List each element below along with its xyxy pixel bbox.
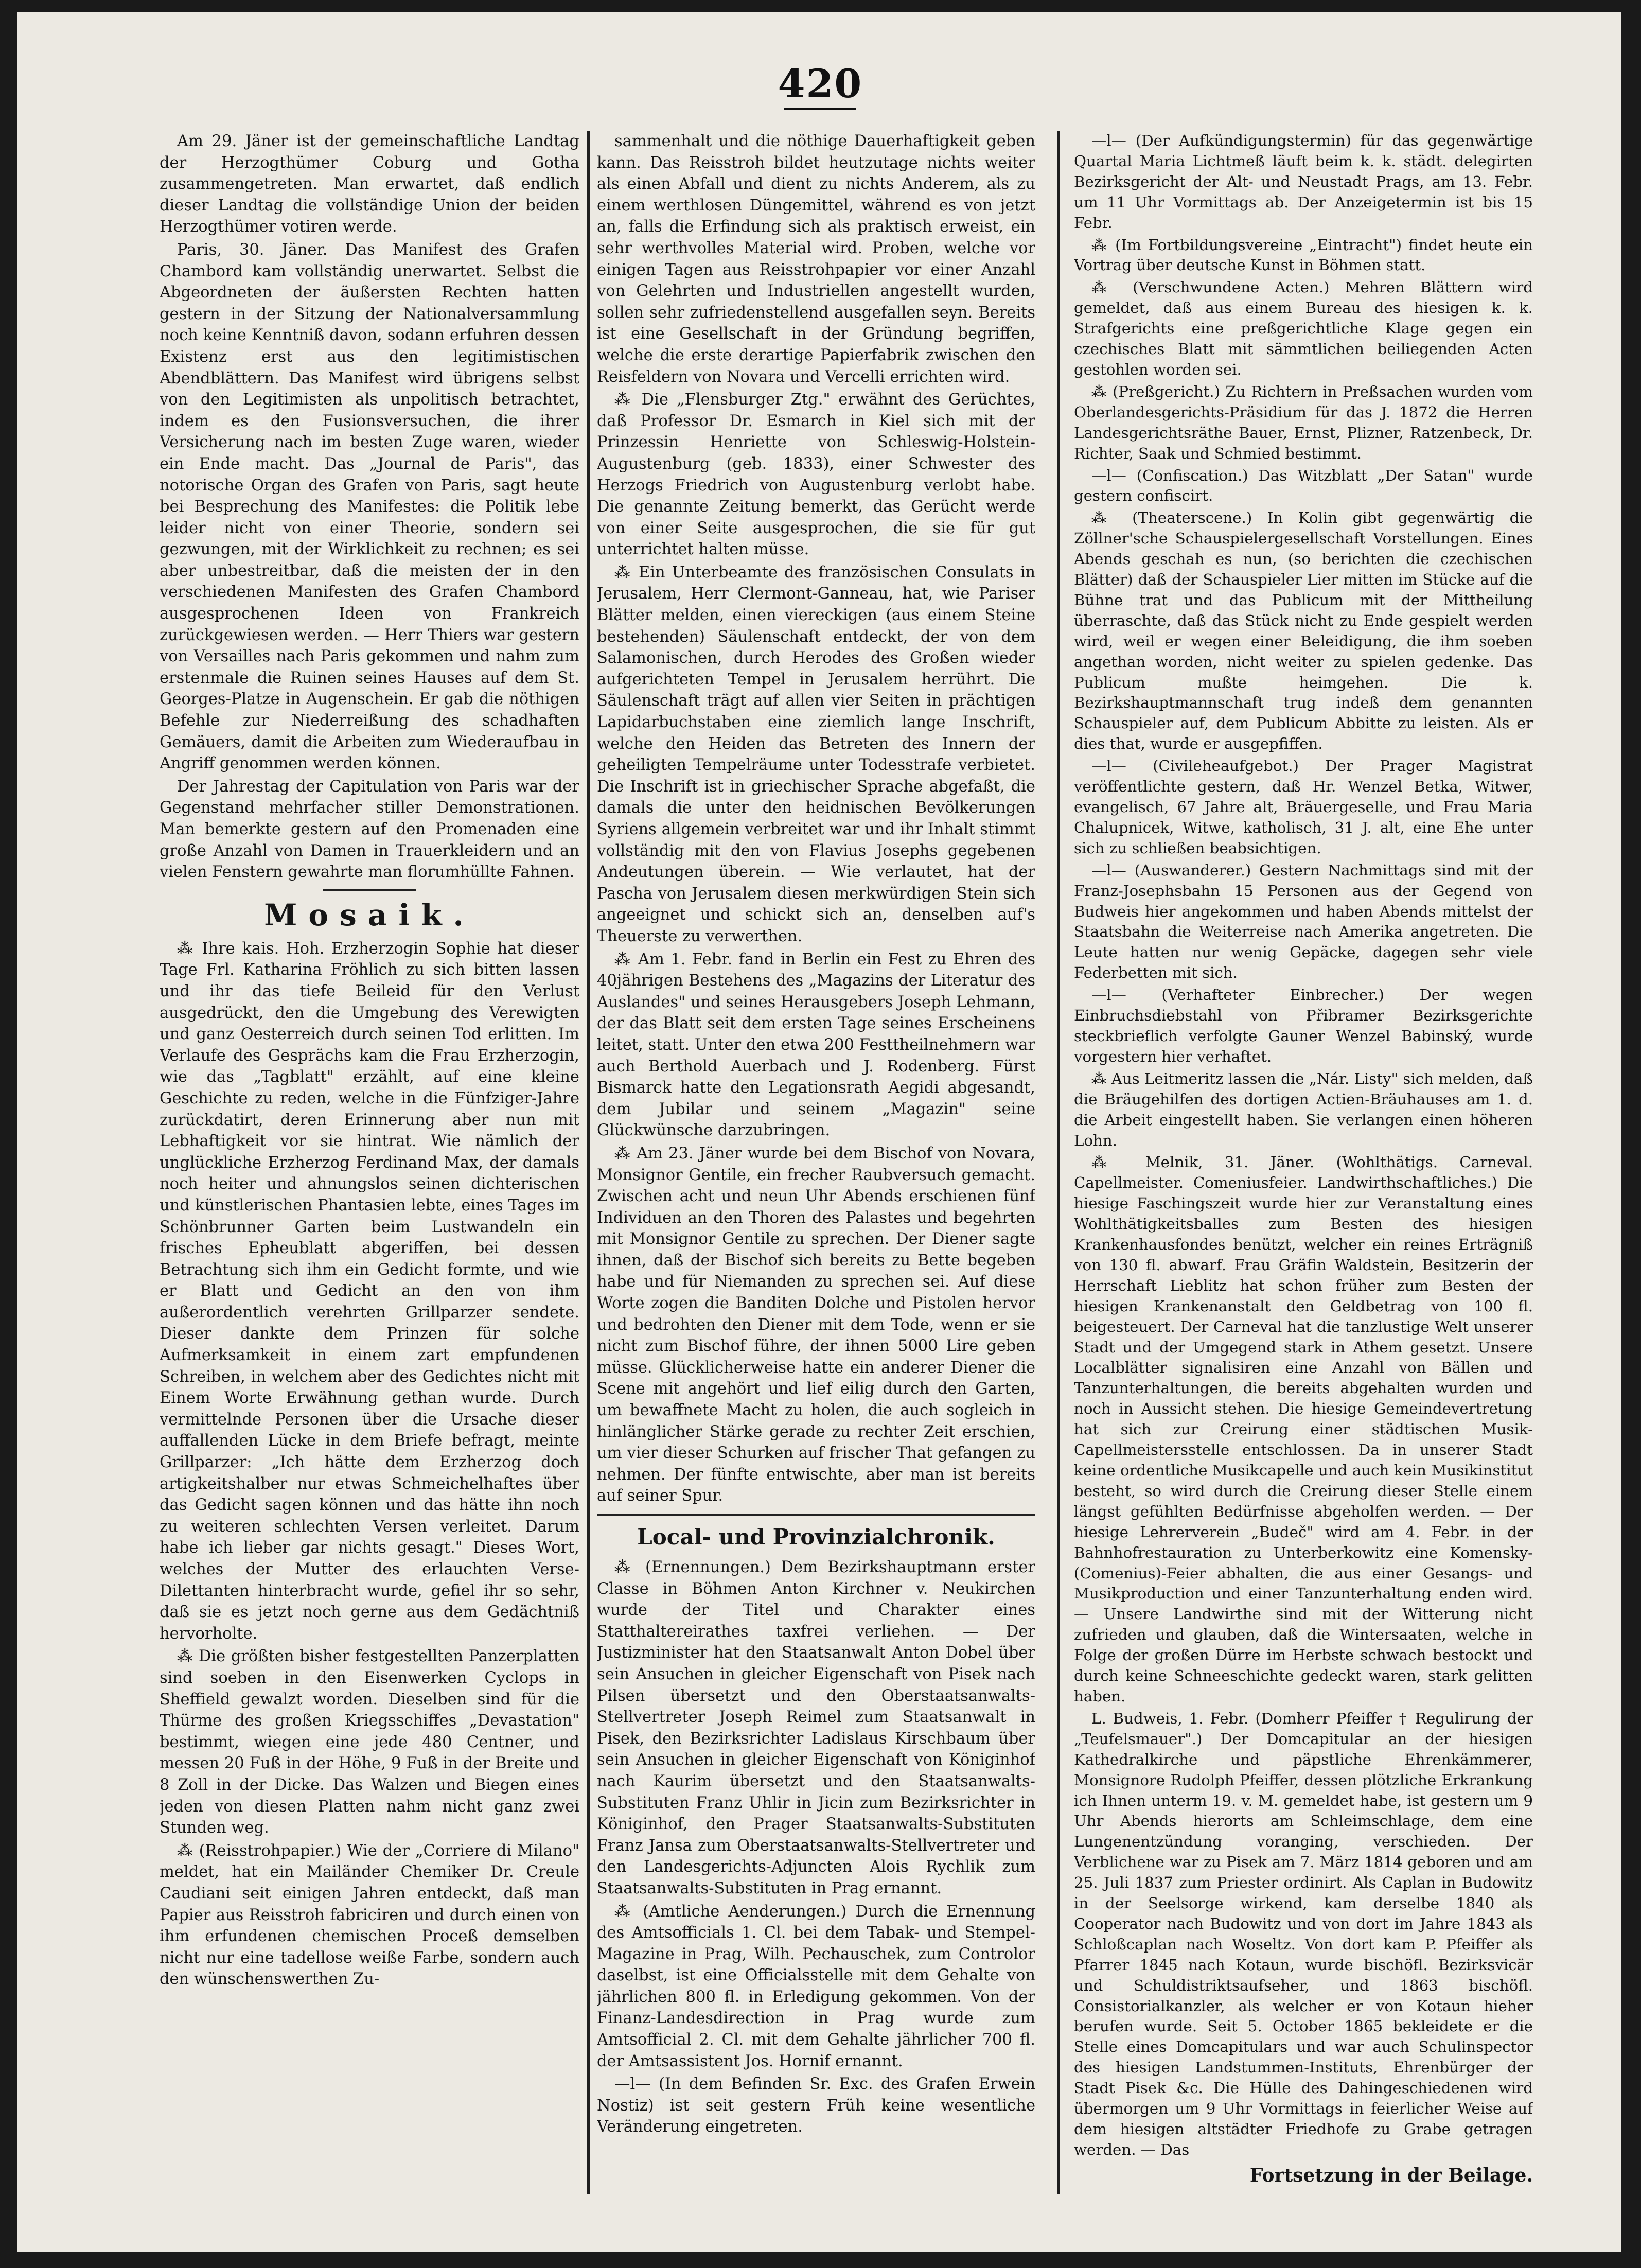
continuation-note: Fortsetzung in der Beilage. (1249, 2164, 1533, 2186)
article-paragraph: —l— (Auswanderer.) Gestern Nachmittags sind mit der Franz-Josephsbahn 15 Personen aus der Gegend von Budweis hier angekommen und haben Abends mittelst der Staatsbahn die Weiterreise nach Amerika angetreten. Die Leute hatten nur wenig Gepäcke, dagegen sehr viele Federbetten mit sich. (1074, 861, 1533, 982)
article-paragraph: ⁂ (Im Fortbildungsvereine „Eintracht") findet heute ein Vortrag über deutsche Kunst in Böhmen statt. (1074, 236, 1533, 274)
column-left (160, 131, 579, 2194)
article-paragraph: ⁂ (Amtliche Aenderungen.) Durch die Ernennung des Amtsofficials 1. Cl. bei dem Tabak- und Stempel-Magazine in Prag, Wilh. Pechauschek, zum Controlor daselbst, ist eine Officialsstelle mit dem Gehalte von jährlichen 800 fl. in Erledigung gekommen. Von der Finanz-Landesdirection in Prag wurde zum Amtsofficial 2. Cl. mit dem Gehalte jährlicher 700 fl. der Amtsassistent Jos. Hornif ernannt. (597, 1902, 1035, 2070)
column-rule (1057, 131, 1060, 2194)
article-paragraph: —l— (Civileheaufgebot.) Der Prager Magistrat veröffentlichte gestern, daß Hr. Wenzel Betka, Witwer, evangelisch, 67 Jahre alt, Bräuergeselle, und Frau Maria Chalupnicek, Witwe, katholisch, 31 J. alt, eine Ehe unter sich zu schließen beabsichtigen. (1074, 757, 1533, 857)
article-paragraph: ⁂ (Ernennungen.) Dem Bezirkshauptmann erster Classe in Böhmen Anton Kirchner v. Neukirchen wurde der Titel und Charakter eines Statthaltereirathes taxfrei verliehen. — Der Justizminister hat den Staatsanwalt Anton Dobel über sein Ansuchen in gleicher Eigenschaft von Pisek nach Pilsen übersetzt und den Oberstaatsanwalts-Stellvertreter Joseph Reimel zum Staatsanwalt in Pisek, den Bezirksrichter Ladislaus Kirschbaum über sein Ansuchen in gleicher Eigenschaft von Königinhof nach Kaurim übersetzt und den Staatsanwalts-Substituten Franz Uhlir in Jicin zum Bezirksrichter in Königinhof, den Prager Staatsanwalts-Substituten Franz Jansa zum Oberstaatsanwalts-Stellvertreter und den Landesgerichts-Adjuncten Alois Rychlik zum Staatsanwalts-Substituten in Prag ernannt. (597, 1558, 1035, 1897)
column-right (1074, 131, 1533, 2194)
article-paragraph: L. Budweis, 1. Febr. (Domherr Pfeiffer † Regulirung der „Teufelsmauer".) Der Domcapitular an der hiesigen Kathedralkirche und päpstliche Ehrenkämmerer, Monsignore Rudolph Pfeiffer, dessen plötzliche Erkrankung ich Ihnen unterm 19. v. M. gemeldet habe, ist gestern um 9 Uhr Abends hierorts am Schleimschlage, dem eine Lungenentzündung voranging, verschieden. Der Verblichene war zu Pisek am 7. März 1814 geboren und am 25. Juli 1837 zum Priester ordinirt. Als Caplan in Budowitz in der Seelsorge wirkend, kam derselbe 1840 als Cooperator nach Budowitz und von dort im Jahre 1843 als Schloßcaplan nach Woseltz. Von dort kam P. Pfeiffer als Pfarrer 1845 nach Kotaun, wurde bischöfl. Bezirksvicär und Schuldistriktsaufseher, und 1863 bischöfl. Consistorialkanzler, als welcher er von Kotaun hieher berufen wurde. Seit 5. October 1865 bekleidete er die Stelle eines Domcapitulars und war auch Schulinspector des hiesigen Landstummen-Instituts, Ehrenbürger der Stadt Pisek &c. Die Hülle des Dahingeschiedenen wird übermorgen um 9 Uhr Vormittags in feierlicher Weise auf dem hiesigen altstädter Friedhofe zu Grabe getragen werden. — Das (1074, 1709, 1533, 2158)
article-paragraph: —l— (In dem Befinden Sr. Exc. des Grafen Erwein Nostiz) ist seit gestern Früh keine wesentliche Veränderung eingetreten. (597, 2075, 1035, 2136)
article-paragraph: Am 29. Jäner ist der gemeinschaftliche Landtag der Herzogthümer Coburg und Gotha zusammengetreten. Man erwartet, daß endlich dieser Landtag die vollständige Union der beiden Herzogthümer votiren werde. (160, 132, 579, 236)
article-paragraph: —l— (Der Aufkündigungstermin) für das gegenwärtige Quartal Maria Lichtmeß läuft beim k. k. städt. delegirten Bezirksgericht der Alt- und Neustadt Prags, am 13. Febr. um 11 Uhr Vormittags ab. Der Anzeigetermin ist bis 15 Febr. (1074, 132, 1533, 232)
article-paragraph: ⁂ Ein Unterbeamte des französischen Consulats in Jerusalem, Herr Clermont-Ganneau, hat, wie Pariser Blätter melden, einen viereckigen (aus einem Steine bestehenden) Säulenschaft entdeckt, der von dem Salamonischen, durch Herodes des Großen wieder aufgerichteten Tempel in Jerusalem herrührt. Die Säulenschaft trägt auf allen vier Seiten in prächtigen Lapidarbuchstaben eine ziemlich lange Inschrift, welche den Heiden das Betreten des Innern der geheiligten Tempelräume unter Todesstrafe verbietet. Die Inschrift ist in griechischer Sprache abgefaßt, die damals die unter den heidnischen Bevölkerungen Syriens allgemein verbreitet war und ihr Inhalt stimmt vollständig mit den von Flavius Josephs gegebenen Andeutungen überein. — Wie verlautet, hat der Pascha von Jerusalem diesen merkwürdigen Stein sich angeeignet und schickt sich an, denselben auf's Theuerste zu verwerthen. (597, 563, 1035, 945)
article-paragraph: ⁂ (Theaterscene.) In Kolin gibt gegenwärtig die Zöllner'sche Schauspielergesellschaft Vorstellungen. Eines Abends geschah es nun, (so berichten die czechischen Blätter) daß der Schauspieler Lier mitten im Stücke auf die Bühne trat und das Publicum mit der Mittheilung überraschte, daß das Stück nicht zu Ende gespielt werden wird, weil er wegen einer Beleidigung, die ihm soeben angethan worden, nicht weiter zu spielen gedenke. Das Publicum mußte heimgehen. Die k. Bezirkshauptmannschaft trug indeß dem genannten Schauspieler auf, dem Publicum Abbitte zu leisten. Als er dies that, wurde er ausgepfiffen. (1074, 509, 1533, 753)
column-rule (587, 131, 590, 2194)
article-paragraph: ⁂ (Reisstrohpapier.) Wie der „Corriere di Milano" meldet, hat ein Mailänder Chemiker Dr. Creule Caudiani seit einigen Jahren entdeckt, daß man Papier aus Reisstroh fabriciren und durch einen von ihm erfundenen chemischen Proceß demselben nicht nur eine tadellose weiße Farbe, sondern auch den wünschenswerthen Zu- (160, 1841, 579, 1989)
article-paragraph: ⁂ Ihre kais. Hoh. Erzherzogin Sophie hat dieser Tage Frl. Katharina Fröhlich zu sich bitten lassen und ihr das tiefe Beileid für den Verlust ausgedrückt, den die Umgebung des Verewigten und ganz Oesterreich durch seinen Tod erlitten. Im Verlaufe des Gesprächs kam die Frau Erzherzogin, wie das „Tagblatt" erzählt, auf eine kleine Geschichte zu reden, welche in die Fünfziger-Jahre zurückdatirt, deren Erinnerung aber nun mit Lebhaftigkeit vor sie hintrat. Wie nämlich der unglückliche Erzherzog Ferdinand Max, der damals noch heiter und ahnungslos seinen dichterischen und künstlerischen Phantasien lebte, eines Tages im Schönbrunner Garten beim Lustwandeln ein frisches Epheublatt abgeriffen, bei dessen Betrachtung sich ihm ein Gedicht formte, und wie er Blatt und Gedicht an den von ihm außerordentlich verehrten Grillparzer sendete. Dieser dankte dem Prinzen für solche Aufmerksamkeit in einem zart empfundenen Schreiben, in welchem aber des Gedichtes nicht mit Einem Worte Erwähnung gethan wurde. Durch vermittelnde Personen über die Ursache dieser auffallenden Lücke in dem Briefe befragt, meinte Grillparzer: „Ich hätte dem Erzherzog doch artigkeitshalber nur etwas Schmeichelhaftes über das Gedicht sagen können und das hätte ihn noch zu weiteren schlechten Versen verleitet. Darum habe ich lieber gar nichts gesagt." Dieses Wort, welches der Mutter des erlauchten Verse-Dilettanten hinterbracht wurde, gefiel ihr so sehr, daß sie es jetzt noch gerne aus dem Gedächtniß hervorholte. (160, 939, 579, 1643)
article-paragraph: ⁂ Die größten bisher festgestellten Panzerplatten sind soeben in den Eisenwerken Cyclops in Sheffield gewalzt worden. Dieselben sind für die Thürme des großen Kriegsschiffes „Devastation" bestimmt, wiegen eine jede 480 Centner, und messen 20 Fuß in der Höhe, 9 Fuß in der Breite und 8 Zoll in der Dicke. Das Walzen und Biegen eines jeden von diesen Platten nahm nicht ganz zwei Stunden weg. (160, 1647, 579, 1837)
newspaper-page (17, 12, 1621, 2252)
article-paragraph: —l— (Verhafteter Einbrecher.) Der wegen Einbruchsdiebstahl von Přibramer Bezirksgerichte steckbrieflich verfolgte Gauner Wenzel Babinský, wurde vorgestern hier verhaftet. (1074, 986, 1533, 1065)
article-paragraph: Der Jahrestag der Capitulation von Paris war der Gegenstand mehrfacher stiller Demonstrationen. Man bemerkte gestern auf den Promenaden eine große Anzahl von Damen in Trauerkleidern und an vielen Fenstern gewahrte man florumhüllte Fahnen. (160, 777, 579, 882)
article-paragraph: ⁂ Am 23. Jäner wurde bei dem Bischof von Novara, Monsignor Gentile, ein frecher Raubversuch gemacht. Zwischen acht und neun Uhr Abends erschienen fünf Individuen an den Thoren des Palastes und begehrten mit Monsignor Gentile zu sprechen. Der Diener sagte ihnen, daß der Bischof sich bereits zu Bette begeben habe und für Niemanden zu sprechen sei. Auf diese Worte zogen die Banditen Dolche und Pistolen hervor und bedrohten den Diener mit dem Tode, wenn er sie nicht zum Bischof führe, der ihnen 5000 Lire geben müsse. Glücklicherweise hatte ein anderer Diener die Scene mit angehört und lief eilig durch den Garten, um bewaffnete Macht zu holen, die auch sogleich in hinlänglicher Stärke gerade zu rechter Zeit erschien, um vier dieser Schurken auf frischer That gefangen zu nehmen. Der fünfte entwischte, aber man ist bereits auf seiner Spur. (597, 1144, 1035, 1505)
column-middle (597, 131, 1035, 2194)
article-paragraph: ⁂ Die „Flensburger Ztg." erwähnt des Gerüchtes, daß Professor Dr. Esmarch in Kiel sich mit der Prinzessin Henriette von Schleswig-Holstein-Augustenburg (geb. 1833), einer Schwester des Herzogs Friedrich von Augustenburg verlobt habe. Die genannte Zeitung bemerkt, das Gerücht werde von einer Seite ausgesprochen, die sie für gut unterrichtet halten müsse. (597, 391, 1035, 559)
article-paragraph: ⁂ Melnik, 31. Jäner. (Wohlthätigs. Carneval. Capellmeister. Comeniusfeier. Landwirthschaftliches.) Die hiesige Faschingszeit wurde hier zur Veranstaltung eines Wohlthätigkeitsballes zum Besten des hiesigen Krankenhausfondes benützt, welcher ein reines Erträgniß von 130 fl. abwarf. Frau Gräfin Waldstein, Besitzerin der Herrschaft Lieblitz hat schon früher zum Besten der hiesigen Krankenanstalt den Geldbetrag von 100 fl. beigesteuert. Der Carneval hat die tanzlustige Welt unserer Stadt und der Umgegend stark in Athem gesetzt. Unsere Localblätter signalisiren eine Anzahl von Bällen und Tanzunterhaltungen, die bereits abgehalten wurden und noch in Aussicht stehen. Die hiesige Gemeindevertretung hat sich zur Creirung einer städtischen Musik-Capellmeistersstelle entschlossen. Da in unserer Stadt keine ordentliche Musikcapelle und auch kein Musikinstitut besteht, so wird durch die Creirung dieser Stelle einem längst gefühlten Bedürfnisse abgeholfen werden. — Der hiesige Lehrerverein „Budeč" wird am 4. Febr. in der Bahnhofrestauration zu Unterberkowitz eine Komensky-(Comenius)-Feier abhalten, die aus einer Gesangs- und Musikproduction und einer Tanzunterhaltung enden wird. — Unsere Landwirthe sind mit der Witterung nicht zufrieden und glauben, daß die Wintersaaten, welche in Folge der großen Dürre im Herbste schwach bestockt und durch keine Schneeschichte gedeckt waren, stark gelitten haben. (1074, 1153, 1533, 1705)
section-title-chronik: Local- und Provinzialchronik. (597, 1514, 1035, 1551)
article-paragraph: Paris, 30. Jäner. Das Manifest des Grafen Chambord kam vollständig unerwartet. Selbst die Abgeordneten der äußersten Rechten hatten gestern in der Sitzung der Nationalversammlung noch keine Kenntniß davon, sodann erfuhren dessen Existenz erst aus den legitimistischen Abendblättern. Das Manifest wird übrigens selbst von den Legitimisten als unpolitisch betrachtet, indem es den Fusionsversuchen, die ihrer Versicherung nach im besten Zuge waren, wieder ein Ende macht. Das „Journal de Paris", das notorische Organ des Grafen von Paris, sagt heute bei Besprechung des Manifestes: die Politik lebe leider nicht von einer Theorie, sondern sei gezwungen, mit der Wirklichkeit zu rechnen; es sei aber unbestreitbar, daß die meisten der in den verschiedenen Manifesten des Grafen Chambord ausgesprochenen Ideen von Frankreich zurückgewiesen werden. — Herr Thiers war gestern von Versailles nach Paris gekommen und nahm zum erstenmale die Ruinen seines Hauses auf dem St. Georges-Platze in Augenschein. Er gab die nöthigen Befehle zur Niederreißung des schadhaften Gemäuers, damit die Arbeiten zum Wiederaufbau in Angriff genommen werden können. (160, 240, 579, 773)
section-divider (323, 889, 416, 891)
article-paragraph: ⁂ (Verschwundene Acten.) Mehren Blättern wird gemeldet, daß aus einem Bureau des hiesigen k. k. Strafgerichts eine preßgerichtliche Klage gegen ein czechisches Blatt mit sämmtlichen beiliegenden Acten gestohlen worden sei. (1074, 278, 1533, 378)
article-paragraph: sammenhalt und die nöthige Dauerhaftigkeit geben kann. Das Reisstroh bildet heutzutage nichts weiter als einen Abfall und dient zu nichts Anderem, als zu einem werthlosen Düngemittel, während es von jetzt an, falls die Erfindung sich als praktisch erweist, ein sehr werthvolles Material wird. Proben, welche vor einigen Tagen aus Reisstrohpapier vor einer Anzahl von Gelehrten und Industriellen angestellt wurden, sollen sehr zufriedenstellend ausgefallen seyn. Bereits ist eine Gesellschaft in der Gründung begriffen, welche die erste derartige Papierfabrik zwischen den Reisfeldern von Novara und Vercelli errichten wird. (597, 132, 1035, 386)
section-title-mosaik: Mosaik. (264, 897, 475, 933)
page-number: 420 (774, 61, 867, 107)
article-paragraph: ⁂ (Preßgericht.) Zu Richtern in Preßsachen wurden vom Oberlandesgerichts-Präsidium für das J. 1872 die Herren Landesgerichtsräthe Bauer, Ernst, Plizner, Ratzenbeck, Dr. Richter, Saak und Schmied bestimmt. (1074, 382, 1533, 462)
article-paragraph: —l— (Confiscation.) Das Witzblatt „Der Satan" wurde gestern confiscirt. (1074, 466, 1533, 505)
article-paragraph: ⁂ Am 1. Febr. fand in Berlin ein Fest zu Ehren des 40jährigen Bestehens des „Magazins der Literatur des Auslandes" und seines Herausgebers Joseph Lehmann, der das Blatt seit dem ersten Tage seines Erscheinens leitet, statt. Unter den etwa 200 Festtheilnehmern war auch Berthold Auerbach und J. Rodenberg. Fürst Bismarck hatte den Legationsrath Aegidi abgesandt, dem Jubilar und seinem „Magazin" seine Glückwünsche darzubringen. (597, 950, 1035, 1140)
article-paragraph: ⁂ Aus Leitmeritz lassen die „Nár. Listy" sich melden, daß die Bräugehilfen des dortigen Actien-Bräuhauses am 1. d. die Arbeit eingestellt haben. Sie verlangen einen höheren Lohn. (1074, 1069, 1533, 1149)
